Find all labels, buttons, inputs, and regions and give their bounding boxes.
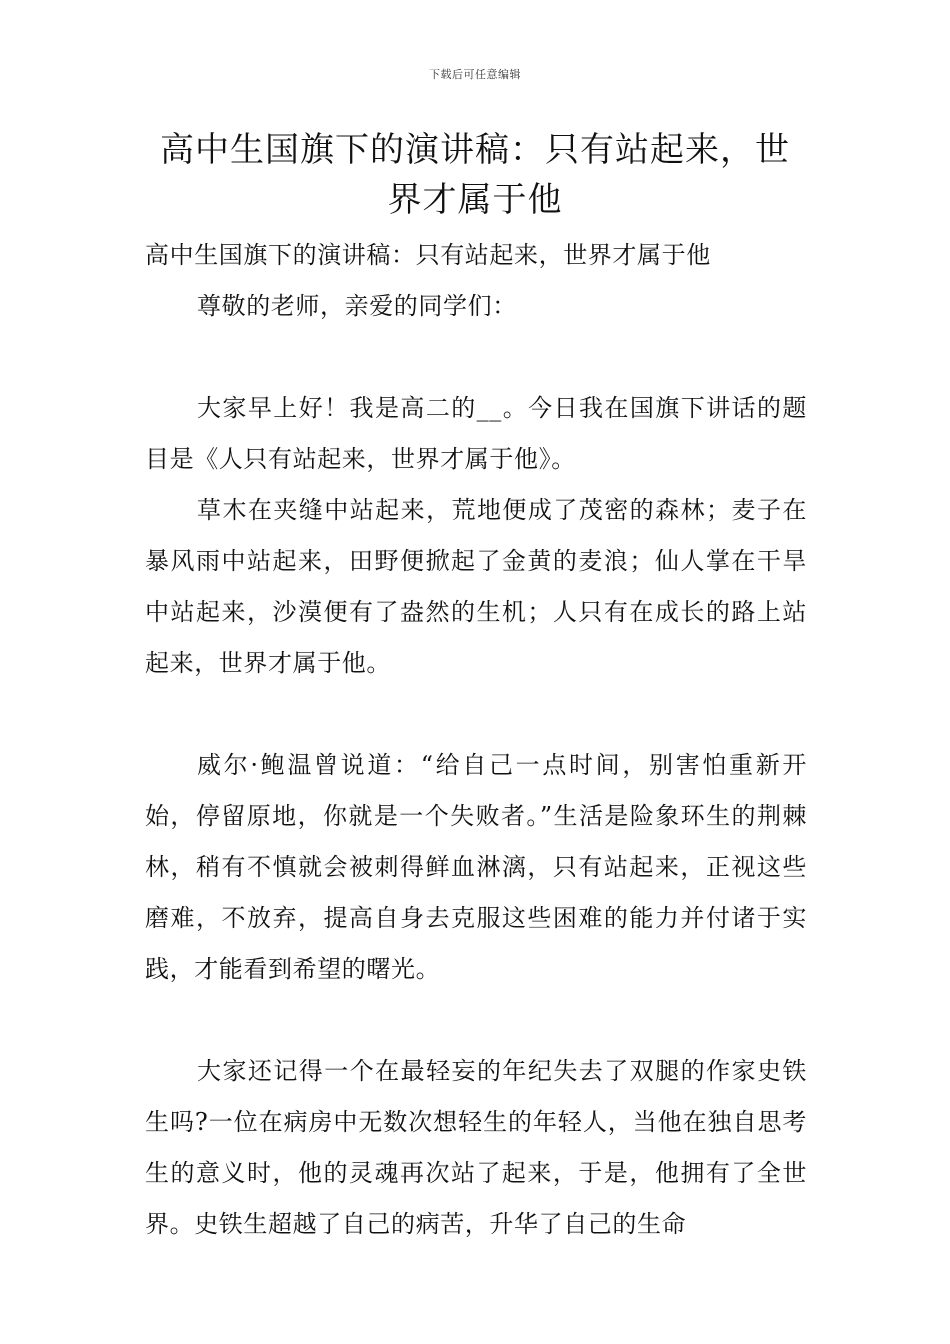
header-note: 下载后可任意编辑	[429, 68, 521, 81]
paragraph: 大家还记得一个在最轻妄的年纪失去了双腿的作家史铁生吗?一位在病房中无数次想轻生的年轻人，当他在独自思考生的意义时，他的灵魂再次站了起来，于是，他拥有了全世界。史铁生超越了自己的病苦，升华了自己的生命	[145, 1057, 807, 1238]
subtitle-line: 高中生国旗下的演讲稿：只有站起来，世界才属于他	[145, 241, 711, 269]
paragraph: 威尔·鲍温曾说道：“给自己一点时间，别害怕重新开始，停留原地，你就是一个失败者。”生活是险象环生的荆棘林，稍有不慎就会被刺得鲜血淋漓，只有站起来，正视这些磨难，不放弃，提高自身去克服这些困难的能力并付诸于实践，才能看到希望的曙光。	[145, 751, 807, 983]
paragraph: 大家早上好！我是高二的__。今日我在国旗下讲话的题目是《人只有站起来，世界才属于他》。	[145, 394, 807, 473]
paragraph: 草木在夹缝中站起来，荒地便成了茂密的森林；麦子在暴风雨中站起来，田野便掀起了金黄的麦浪；仙人掌在干旱中站起来，沙漠便有了盎然的生机；人只有在成长的路上站起来，世界才属于他。	[145, 496, 807, 677]
salutation: 尊敬的老师，亲爱的同学们：	[197, 292, 517, 320]
document-body	[145, 230, 807, 1250]
document-title: 高中生国旗下的演讲稿：只有站起来，世界才属于他	[160, 130, 790, 220]
